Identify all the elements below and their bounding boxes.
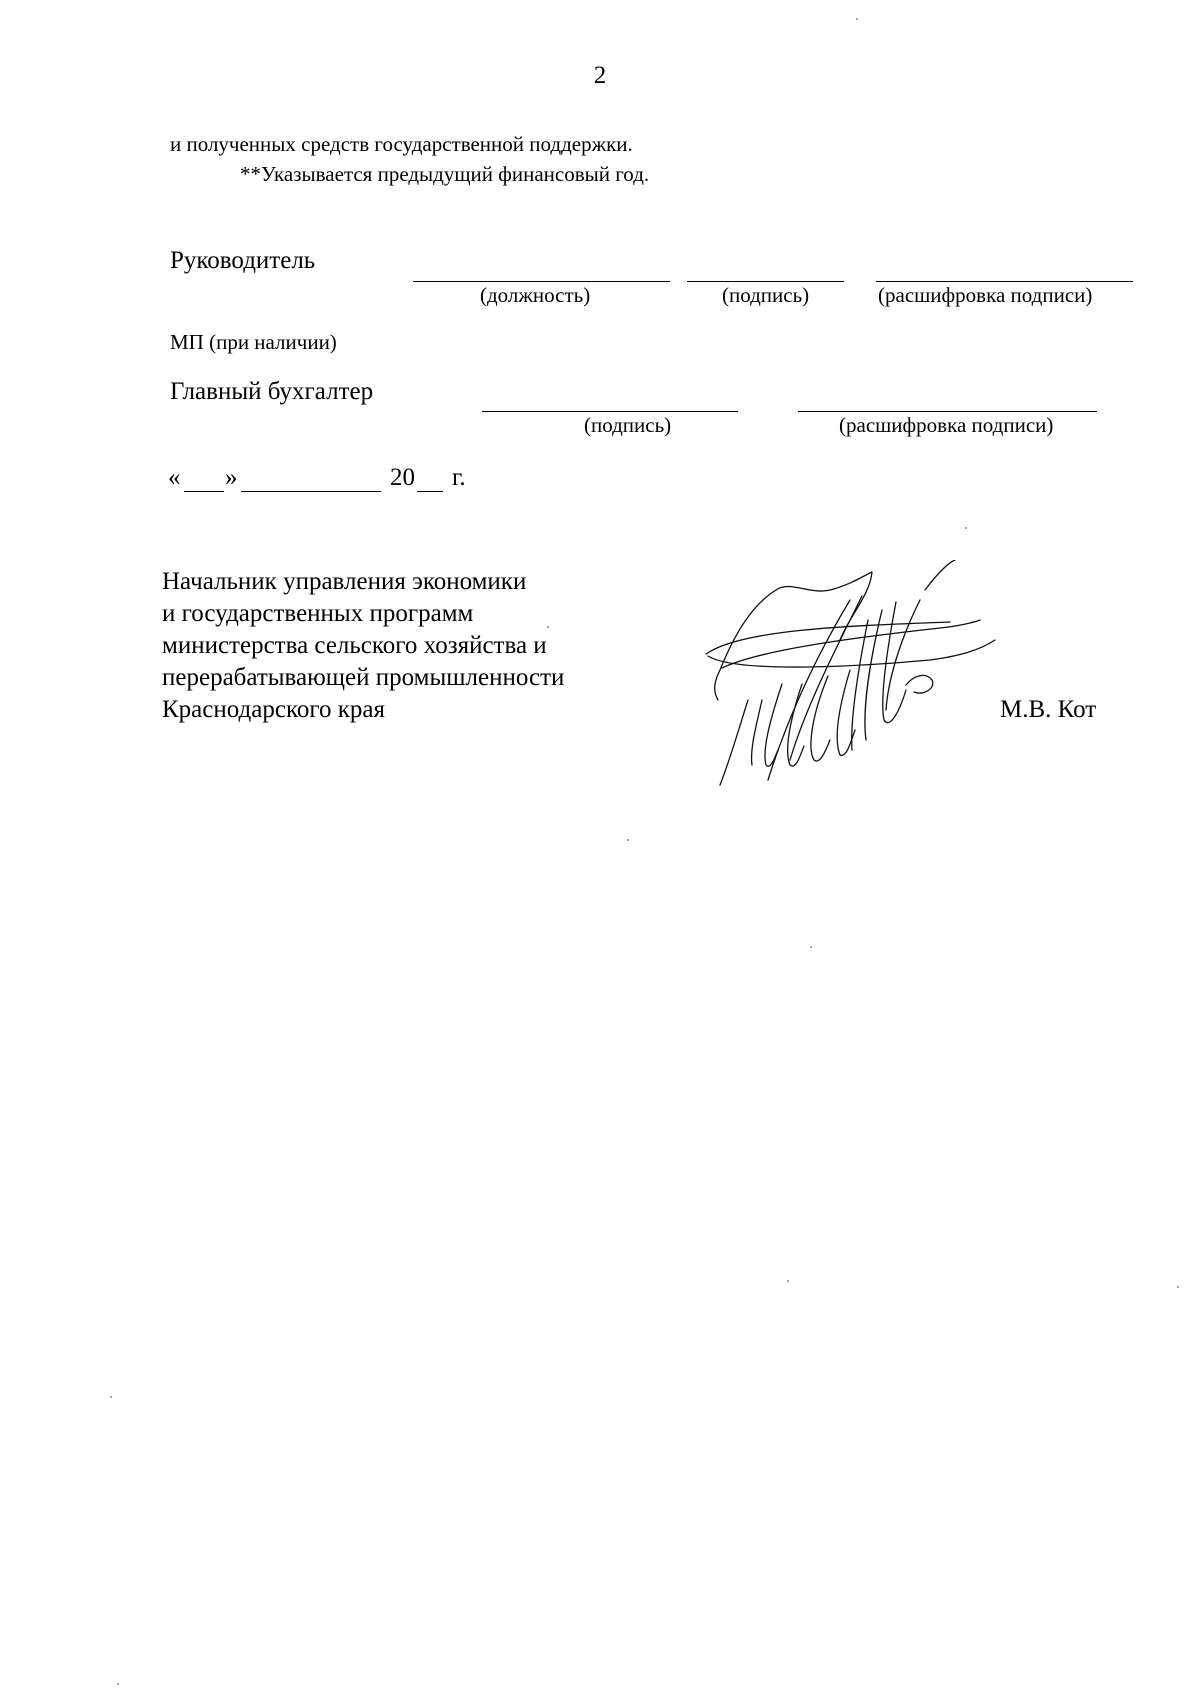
- footnote-line: **Указывается предыдущий финансовый год.: [240, 162, 650, 186]
- scan-speck: [547, 626, 549, 628]
- scan-speck: [627, 839, 629, 841]
- head-decoding-line: [876, 281, 1133, 282]
- date-year-suffix: г.: [452, 464, 466, 491]
- caption-decoding: (расшифровка подписи): [878, 283, 1093, 307]
- caption-position: (должность): [480, 283, 591, 307]
- caption-signature: (подпись): [722, 283, 810, 307]
- scan-speck: [110, 1396, 112, 1398]
- accountant-label: Главный бухгалтер: [170, 378, 374, 405]
- accountant-caption-signature: (подпись): [584, 413, 672, 437]
- signatory-name: М.В. Кот: [1000, 696, 1097, 723]
- date-day-line: [184, 491, 224, 492]
- head-label: Руководитель: [170, 247, 316, 274]
- signatory-title-line-5: Краснодарского края: [162, 696, 385, 723]
- stamp-note: МП (при наличии): [170, 330, 337, 354]
- signatory-title-line-3: министерства сельского хозяйства и: [162, 632, 547, 659]
- scan-speck: [117, 1683, 119, 1685]
- page-number: 2: [593, 62, 607, 89]
- date-close-quote: »: [225, 464, 238, 491]
- head-signature-line: [687, 281, 844, 282]
- date-month-line: [241, 491, 381, 492]
- scan-speck: [810, 946, 812, 948]
- accountant-signature-line: [482, 411, 738, 412]
- date-year-prefix: 20: [390, 464, 415, 491]
- head-position-line: [413, 281, 670, 282]
- scan-speck: [787, 1280, 789, 1282]
- note-line-1: и полученных средств государственной поддержки.: [170, 132, 633, 156]
- scan-speck: [1177, 1286, 1179, 1288]
- signatory-title-line-1: Начальник управления экономики: [162, 568, 527, 595]
- date-open-quote: «: [168, 464, 181, 491]
- signatory-title-line-2: и государственных программ: [162, 600, 474, 627]
- scan-speck: [856, 18, 858, 20]
- accountant-decoding-line: [798, 411, 1097, 412]
- signatory-title-line-4: перерабатывающей промышленности: [162, 664, 565, 691]
- scan-speck: [965, 527, 967, 529]
- accountant-caption-decoding: (расшифровка подписи): [839, 413, 1054, 437]
- date-year-line: [417, 491, 443, 492]
- handwritten-signature: [700, 560, 1060, 800]
